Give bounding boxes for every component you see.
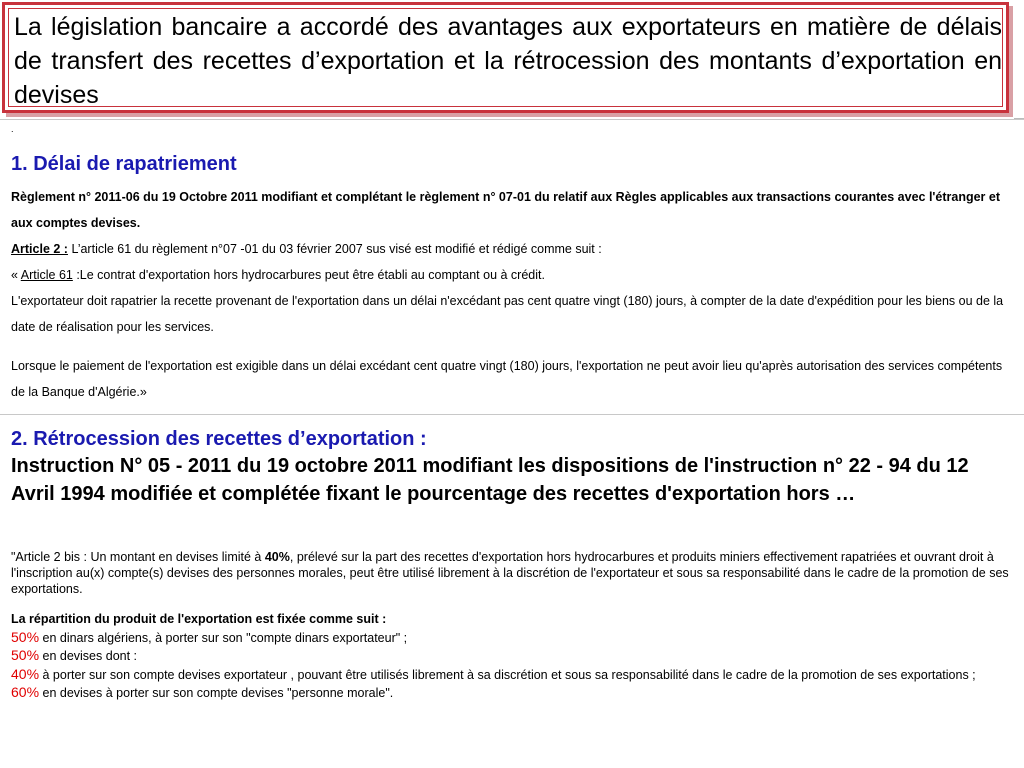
slide-title: La législation bancaire a accordé des avantages aux exportateurs en matière de délais de transfert des recettes d’exportation et la rétrocession des montants d’exportation en devises — [14, 13, 1002, 109]
section-heading-retrocession: 2. Rétrocession des recettes d’exportation : — [11, 428, 427, 450]
bullet-marker: . — [11, 124, 14, 134]
repartition-text: en devises à porter sur son compte devises "personne morale". — [39, 686, 394, 700]
repartition-item — [11, 629, 1013, 648]
repartition-text: à porter sur son compte devises exportateur , pouvant être utilisés librement à sa discrétion et sous sa responsabilité dans le cadre de la promotion de ses exportations ; — [39, 667, 976, 682]
quote-open: « — [11, 268, 21, 282]
article-2-paragraph — [11, 236, 1013, 262]
payment-paragraph: Lorsque le paiement de l'exportation est exigible dans un délai excédant cent quatre vingt (180) jours, l'exportation ne peut avoir lieu qu'après autorisation des services compétents de la Banque d'Algérie.» — [11, 359, 1003, 399]
section-retrocession — [0, 414, 1024, 768]
article-2-text: L’article 61 du règlement n°07 -01 du 03 février 2007 sus visé est modifié et rédigé comme suit : — [67, 242, 602, 256]
repartition-title: La répartition du produit de l'exportation est fixée comme suit : — [11, 612, 387, 626]
repartition-percent: 50% — [11, 647, 40, 663]
article-61-label: Article 61 — [20, 268, 73, 282]
instruction-title: Instruction N° 05 - 2011 du 19 octobre 2011 modifiant les dispositions de l'instruction n° 22 - 94 du 12 Avril 1994 modifiée et complétée fixant le pourcentage des recettes d'exportation hors … — [11, 455, 969, 505]
repartition-item — [11, 647, 1013, 666]
article-61-paragraph — [11, 262, 1013, 288]
article-2-bis-paragraph — [11, 549, 1013, 597]
repartition-text: en devises dont : — [39, 649, 138, 663]
repartition-percent: 50% — [11, 628, 40, 645]
article-2-bis-text-start: "Article 2 bis : Un montant en devises limité à — [11, 550, 265, 564]
article-61-text: :Le contrat d'exportation hors hydrocarbures peut être établi au comptant ou à crédit. — [72, 268, 545, 282]
article-2-bis-text-end: , prélevé sur la part des recettes d'exportation hors hydrocarbures et produits miniers effectivement rapatriées et ouvrant droit à l'inscription au(x) compte(s) devises des personnes morales, peut être utilisé librement à la discrétion de l'exportateur et sous sa responsabilité dans le cadre de la promotion de ses exportations. — [11, 550, 1009, 596]
repartition-block — [11, 611, 1013, 703]
section-repatriation — [0, 119, 1024, 414]
repatriation-paragraph: L'exportateur doit rapatrier la recette provenant de l'exportation dans un délai n'excédant pas cent quatre vingt (180) jours, à compter de la date d'expédition pour les biens ou de la date de réalisation pour les services. — [11, 294, 1004, 334]
section-heading-repatriation: 1. Délai de rapatriement — [11, 153, 237, 175]
article-2-bis-percent: 40% — [264, 550, 290, 564]
reglement-title: Règlement n° 2011-06 du 19 Octobre 2011 modifiant et complétant le règlement n° 07-01 du relatif aux Règles applicables aux transactions courantes avec l'étranger et aux comptes devises. — [11, 190, 1001, 230]
repartition-percent: 40% — [11, 665, 40, 682]
title-frame — [2, 2, 1009, 113]
repartition-item — [11, 666, 1013, 685]
repartition-percent: 60% — [11, 684, 40, 700]
article-2-label: Article 2 : — [11, 242, 68, 256]
repartition-text: en dinars algériens, à porter sur son "compte dinars exportateur" ; — [39, 630, 408, 645]
repartition-item — [11, 684, 1013, 703]
